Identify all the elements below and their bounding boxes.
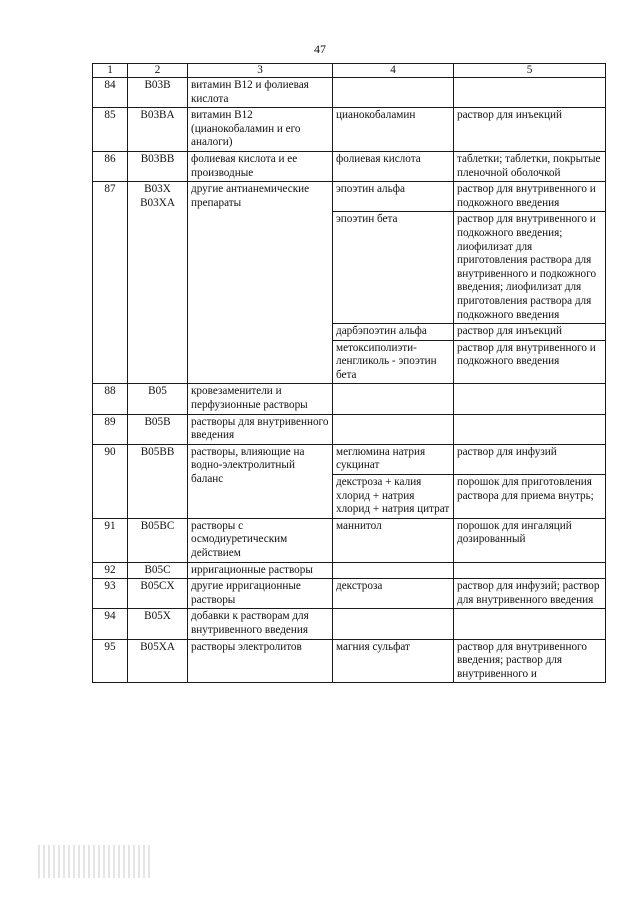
atc-name-cell: растворы электролитов [188,639,333,683]
atc-name-cell: добавки к растворам для внутривенного введения [188,609,333,639]
table-row [93,182,606,212]
drug-name-cell: эпоэтин альфа [333,182,454,212]
drug-name-cell: метоксиполиэти-ленгликоль - эпоэтин бета [333,340,454,384]
table-header-row [93,64,606,78]
atc-code-cell: B05CX [128,579,188,609]
atc-name-cell: витамин B12 и фолиевая кислота [188,78,333,108]
dosage-form-cell: таблетки; таблетки, покрытые пленочной оболочкой [454,151,606,181]
drug-name-cell: меглюмина натрия сукцинат [333,444,454,474]
table-row [93,108,606,152]
table-row [93,444,606,474]
table-row [93,579,606,609]
atc-name-cell: фолиевая кислота и ее производные [188,151,333,181]
dosage-form-cell: раствор для инфузий; раствор для внутривенного введения [454,579,606,609]
atc-code-cell: B05BC [128,518,188,562]
atc-code-cell: B03BB [128,151,188,181]
atc-name-cell: растворы для внутривенного введения [188,414,333,444]
header-cell: 3 [188,64,333,78]
atc-code-cell: B03BA [128,108,188,152]
atc-name-cell: ирригационные растворы [188,562,333,579]
drug-table [92,63,606,683]
drug-name-cell: декстроза [333,579,454,609]
drug-name-cell [333,78,454,108]
dosage-form-cell [454,414,606,444]
table-row [93,518,606,562]
drug-name-cell: дарбэпоэтин альфа [333,324,454,341]
table-row [93,78,606,108]
drug-name-cell: декстроза + калия хлорид + натрия хлорид + натрия цитрат [333,475,454,519]
atc-code-cell: B05B [128,414,188,444]
drug-name-cell [333,384,454,414]
drug-name-cell [333,414,454,444]
table-row [93,609,606,639]
archive-stamp [38,845,152,878]
atc-code-cell: B03B [128,78,188,108]
row-number-cell: 92 [93,562,128,579]
page-number: 47 [314,42,326,56]
dosage-form-cell: раствор для инъекций [454,324,606,341]
drug-name-cell [333,562,454,579]
atc-code-cell: B05 [128,384,188,414]
atc-name-cell: кровезаменители и перфузионные растворы [188,384,333,414]
dosage-form-cell [454,562,606,579]
row-number-cell: 89 [93,414,128,444]
table-row [93,384,606,414]
row-number-cell: 95 [93,639,128,683]
drug-name-cell: фолиевая кислота [333,151,454,181]
row-number-cell: 93 [93,579,128,609]
atc-name-cell: другие антианемические препараты [188,182,333,384]
atc-code-cell: B05X [128,609,188,639]
drug-name-cell: маннитол [333,518,454,562]
dosage-form-cell: раствор для внутривенного и подкожного введения [454,182,606,212]
dosage-form-cell [454,384,606,414]
dosage-form-cell [454,78,606,108]
dosage-form-cell: порошок для приготовления раствора для приема внутрь; [454,475,606,519]
atc-code-cell: B05BB [128,444,188,518]
row-number-cell: 94 [93,609,128,639]
atc-code-cell: B05XA [128,639,188,683]
row-number-cell: 91 [93,518,128,562]
row-number-cell: 88 [93,384,128,414]
dosage-form-cell: порошок для ингаляций дозированный [454,518,606,562]
row-number-cell: 85 [93,108,128,152]
drug-name-cell: эпоэтин бета [333,212,454,324]
row-number-cell: 87 [93,182,128,384]
dosage-form-cell: раствор для внутривенного и подкожного введения [454,340,606,384]
atc-name-cell: витамин B12 (цианокобаламин и его аналоги) [188,108,333,152]
dosage-form-cell: раствор для внутривенного и подкожного введения; лиофилизат для приготовления раствора для внутривенного и подкожного введения; лиофилизат для приготовления раствора для подкожного введения [454,212,606,324]
dosage-form-cell: раствор для внутривенного введения; раствор для внутривенного и [454,639,606,683]
drug-name-cell [333,609,454,639]
drug-name-cell: цианокобаламин [333,108,454,152]
dosage-form-cell: раствор для инъекций [454,108,606,152]
table-row [93,562,606,579]
dosage-form-cell [454,609,606,639]
drug-name-cell: магния сульфат [333,639,454,683]
dosage-form-cell: раствор для инфузий [454,444,606,474]
header-cell: 2 [128,64,188,78]
table-row [93,414,606,444]
header-cell: 5 [454,64,606,78]
header-cell: 1 [93,64,128,78]
row-number-cell: 90 [93,444,128,518]
atc-name-cell: растворы, влияющие на водно-электролитный баланс [188,444,333,518]
header-cell: 4 [333,64,454,78]
table-row [93,639,606,683]
row-number-cell: 84 [93,78,128,108]
atc-name-cell: растворы с осмодиуретическим действием [188,518,333,562]
row-number-cell: 86 [93,151,128,181]
atc-code-cell: B05C [128,562,188,579]
table-row [93,151,606,181]
atc-name-cell: другие ирригационные растворы [188,579,333,609]
atc-code-cell: B03X B03XA [128,182,188,384]
